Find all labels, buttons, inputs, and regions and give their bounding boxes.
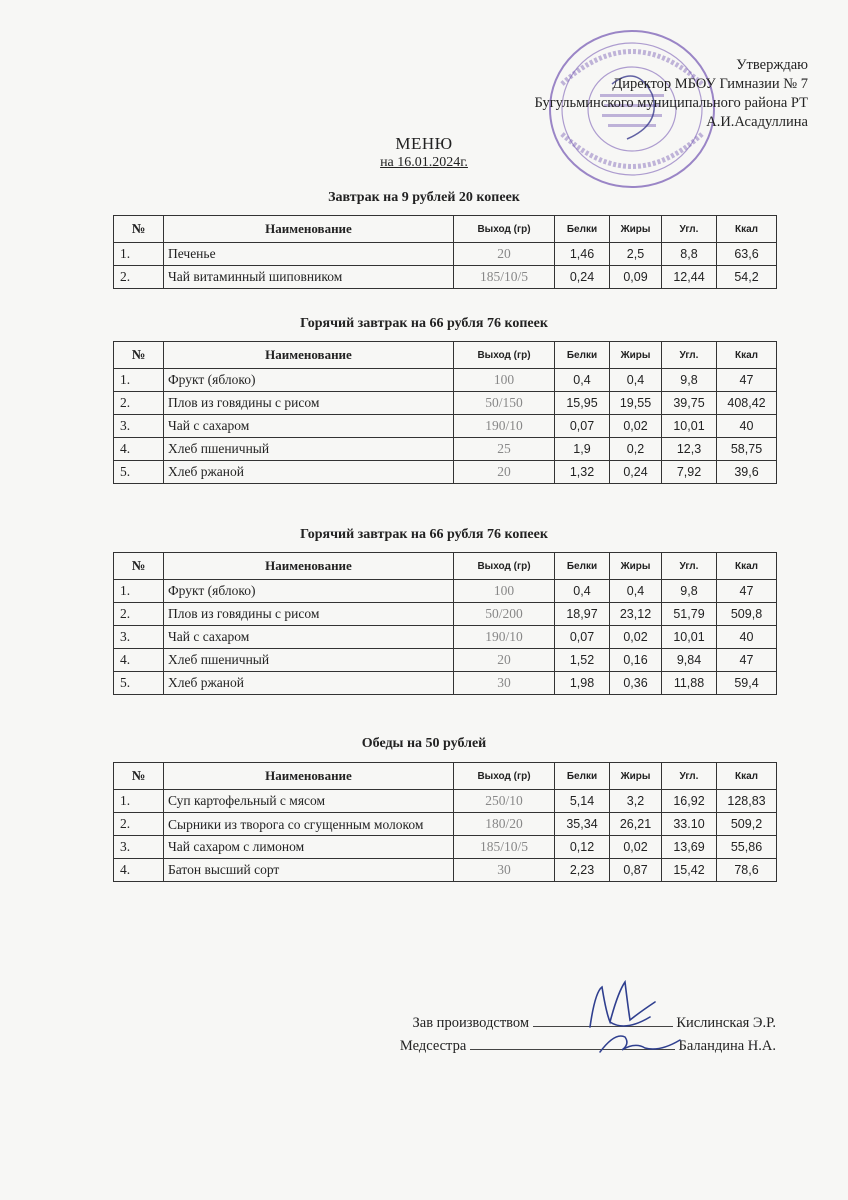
table-row <box>114 790 777 813</box>
row-kcal: 47 <box>717 649 777 672</box>
row-name: Хлеб ржаной <box>164 672 454 695</box>
col-kcal: Ккал <box>717 216 777 243</box>
col-out: Выход (гр) <box>454 216 555 243</box>
col-name: Наименование <box>164 342 454 369</box>
row-out: 100 <box>454 580 555 603</box>
row-fat: 0,16 <box>610 649 662 672</box>
row-out: 30 <box>454 672 555 695</box>
row-carb: 12,44 <box>662 266 717 289</box>
row-fat: 3,2 <box>610 790 662 813</box>
row-name: Печенье <box>164 243 454 266</box>
col-fat: Жиры <box>610 216 662 243</box>
row-kcal: 408,42 <box>717 392 777 415</box>
table-row <box>114 415 777 438</box>
row-fat: 0,87 <box>610 859 662 882</box>
row-num: 4. <box>114 438 164 461</box>
row-carb: 33.10 <box>662 813 717 836</box>
section-title: Горячий завтрак на 66 рубля 76 копеек <box>300 316 548 331</box>
row-kcal: 58,75 <box>717 438 777 461</box>
row-kcal: 40 <box>717 626 777 649</box>
row-kcal: 78,6 <box>717 859 777 882</box>
table-header-row <box>114 763 777 790</box>
row-kcal: 59,4 <box>717 672 777 695</box>
table-row <box>114 438 777 461</box>
row-num: 1. <box>114 790 164 813</box>
row-carb: 7,92 <box>662 461 717 484</box>
row-fat: 0,02 <box>610 836 662 859</box>
row-prot: 0,24 <box>555 266 610 289</box>
row-prot: 1,52 <box>555 649 610 672</box>
row-num: 1. <box>114 580 164 603</box>
menu-title: МЕНЮ <box>395 134 453 153</box>
row-name: Суп картофельный с мясом <box>164 790 454 813</box>
row-prot: 15,95 <box>555 392 610 415</box>
row-name: Чай витаминный шиповником <box>164 266 454 289</box>
row-prot: 1,9 <box>555 438 610 461</box>
table-header-row <box>114 342 777 369</box>
row-name: Плов из говядины с рисом <box>164 603 454 626</box>
menu-date: на 16.01.2024г. <box>380 155 468 170</box>
row-out: 50/200 <box>454 603 555 626</box>
col-prot: Белки <box>555 763 610 790</box>
row-prot: 0,07 <box>555 415 610 438</box>
row-kcal: 55,86 <box>717 836 777 859</box>
row-name: Батон высший сорт <box>164 859 454 882</box>
col-out: Выход (гр) <box>454 342 555 369</box>
table-row <box>114 266 777 289</box>
table-row <box>114 603 777 626</box>
table-row <box>114 813 777 836</box>
col-name: Наименование <box>164 553 454 580</box>
row-out: 250/10 <box>454 790 555 813</box>
row-num: 2. <box>114 392 164 415</box>
row-num: 3. <box>114 626 164 649</box>
row-prot: 0,07 <box>555 626 610 649</box>
row-out: 20 <box>454 461 555 484</box>
row-fat: 0,02 <box>610 626 662 649</box>
section-title: Завтрак на 9 рублей 20 копеек <box>328 190 520 205</box>
row-out: 190/10 <box>454 626 555 649</box>
row-out: 185/10/5 <box>454 266 555 289</box>
col-out: Выход (гр) <box>454 553 555 580</box>
row-kcal: 40 <box>717 415 777 438</box>
row-prot: 0,12 <box>555 836 610 859</box>
row-carb: 8,8 <box>662 243 717 266</box>
row-fat: 0,4 <box>610 580 662 603</box>
col-fat: Жиры <box>610 553 662 580</box>
row-prot: 5,14 <box>555 790 610 813</box>
row-name: Хлеб пшеничный <box>164 649 454 672</box>
approval-line: А.И.Асадуллина <box>706 114 808 130</box>
row-num: 4. <box>114 649 164 672</box>
signature-label: Зав производством <box>412 1015 530 1031</box>
col-prot: Белки <box>555 216 610 243</box>
col-num: № <box>114 763 164 790</box>
row-fat: 0,36 <box>610 672 662 695</box>
table-row <box>114 461 777 484</box>
row-fat: 26,21 <box>610 813 662 836</box>
row-carb: 13,69 <box>662 836 717 859</box>
table-row <box>114 369 777 392</box>
row-name: Фрукт (яблоко) <box>164 369 454 392</box>
row-num: 1. <box>114 243 164 266</box>
col-prot: Белки <box>555 553 610 580</box>
row-name: Плов из говядины с рисом <box>164 392 454 415</box>
row-carb: 15,42 <box>662 859 717 882</box>
row-carb: 9,8 <box>662 580 717 603</box>
row-carb: 10,01 <box>662 415 717 438</box>
table-row <box>114 580 777 603</box>
signature-label: Медсестра <box>399 1038 467 1054</box>
row-out: 20 <box>454 243 555 266</box>
table-row <box>114 672 777 695</box>
row-num: 2. <box>114 603 164 626</box>
row-kcal: 39,6 <box>717 461 777 484</box>
row-fat: 0,24 <box>610 461 662 484</box>
signature-person: Баландина Н.А. <box>678 1038 776 1054</box>
menu-table-hot-breakfast-2 <box>113 552 777 695</box>
row-kcal: 63,6 <box>717 243 777 266</box>
row-kcal: 509,8 <box>717 603 777 626</box>
row-out: 30 <box>454 859 555 882</box>
row-num: 1. <box>114 369 164 392</box>
row-name: Хлеб ржаной <box>164 461 454 484</box>
menu-table-breakfast <box>113 215 777 289</box>
col-kcal: Ккал <box>717 763 777 790</box>
menu-table-hot-breakfast-1 <box>113 341 777 484</box>
row-prot: 1,98 <box>555 672 610 695</box>
row-prot: 0,4 <box>555 369 610 392</box>
col-carb: Угл. <box>662 216 717 243</box>
row-out: 185/10/5 <box>454 836 555 859</box>
row-out: 50/150 <box>454 392 555 415</box>
menu-table-lunch <box>113 762 777 882</box>
row-carb: 39,75 <box>662 392 717 415</box>
row-num: 5. <box>114 461 164 484</box>
row-out: 25 <box>454 438 555 461</box>
col-fat: Жиры <box>610 763 662 790</box>
row-fat: 0,2 <box>610 438 662 461</box>
row-out: 20 <box>454 649 555 672</box>
menu-header <box>0 134 848 171</box>
table-row <box>114 649 777 672</box>
approval-line: Утверждаю <box>736 57 808 73</box>
row-name: Фрукт (яблоко) <box>164 580 454 603</box>
col-kcal: Ккал <box>717 553 777 580</box>
col-num: № <box>114 553 164 580</box>
row-num: 2. <box>114 813 164 836</box>
row-carb: 9,8 <box>662 369 717 392</box>
row-num: 2. <box>114 266 164 289</box>
approval-line: Директор МБОУ Гимназии № 7 <box>612 76 808 92</box>
row-num: 4. <box>114 859 164 882</box>
row-fat: 0,02 <box>610 415 662 438</box>
row-prot: 35,34 <box>555 813 610 836</box>
col-out: Выход (гр) <box>454 763 555 790</box>
table-row <box>114 392 777 415</box>
row-fat: 2,5 <box>610 243 662 266</box>
signature-person: Кислинская Э.Р. <box>676 1015 776 1031</box>
table-row <box>114 836 777 859</box>
col-carb: Угл. <box>662 763 717 790</box>
table-header-row <box>114 553 777 580</box>
row-name: Чай сахаром с лимоном <box>164 836 454 859</box>
row-carb: 16,92 <box>662 790 717 813</box>
row-name: Чай с сахаром <box>164 415 454 438</box>
col-name: Наименование <box>164 763 454 790</box>
row-fat: 0,4 <box>610 369 662 392</box>
row-fat: 19,55 <box>610 392 662 415</box>
row-carb: 10,01 <box>662 626 717 649</box>
row-out: 180/20 <box>454 813 555 836</box>
row-name: Чай с сахаром <box>164 626 454 649</box>
row-carb: 9,84 <box>662 649 717 672</box>
col-fat: Жиры <box>610 342 662 369</box>
table-row <box>114 243 777 266</box>
row-num: 5. <box>114 672 164 695</box>
col-prot: Белки <box>555 342 610 369</box>
col-num: № <box>114 216 164 243</box>
col-kcal: Ккал <box>717 342 777 369</box>
col-name: Наименование <box>164 216 454 243</box>
table-row <box>114 626 777 649</box>
row-num: 3. <box>114 415 164 438</box>
section-title: Горячий завтрак на 66 рубля 76 копеек <box>300 527 548 542</box>
table-header-row <box>114 216 777 243</box>
row-carb: 12,3 <box>662 438 717 461</box>
col-num: № <box>114 342 164 369</box>
section-title: Обеды на 50 рублей <box>361 736 487 751</box>
row-num: 3. <box>114 836 164 859</box>
row-name: Хлеб пшеничный <box>164 438 454 461</box>
row-prot: 0,4 <box>555 580 610 603</box>
row-carb: 11,88 <box>662 672 717 695</box>
table-row <box>114 859 777 882</box>
approval-block <box>535 56 809 132</box>
row-fat: 23,12 <box>610 603 662 626</box>
row-out: 100 <box>454 369 555 392</box>
col-carb: Угл. <box>662 553 717 580</box>
row-carb: 51,79 <box>662 603 717 626</box>
row-out: 190/10 <box>454 415 555 438</box>
col-carb: Угл. <box>662 342 717 369</box>
row-kcal: 54,2 <box>717 266 777 289</box>
row-kcal: 509,2 <box>717 813 777 836</box>
row-kcal: 47 <box>717 580 777 603</box>
row-kcal: 128,83 <box>717 790 777 813</box>
handwritten-signature <box>570 972 690 1064</box>
row-kcal: 47 <box>717 369 777 392</box>
approval-line: Бугульминского муниципального района РТ <box>534 95 808 111</box>
row-prot: 1,46 <box>555 243 610 266</box>
row-prot: 2,23 <box>555 859 610 882</box>
row-fat: 0,09 <box>610 266 662 289</box>
row-prot: 1,32 <box>555 461 610 484</box>
row-prot: 18,97 <box>555 603 610 626</box>
row-name: Сырники из творога со сгущенным молоком <box>164 813 454 836</box>
